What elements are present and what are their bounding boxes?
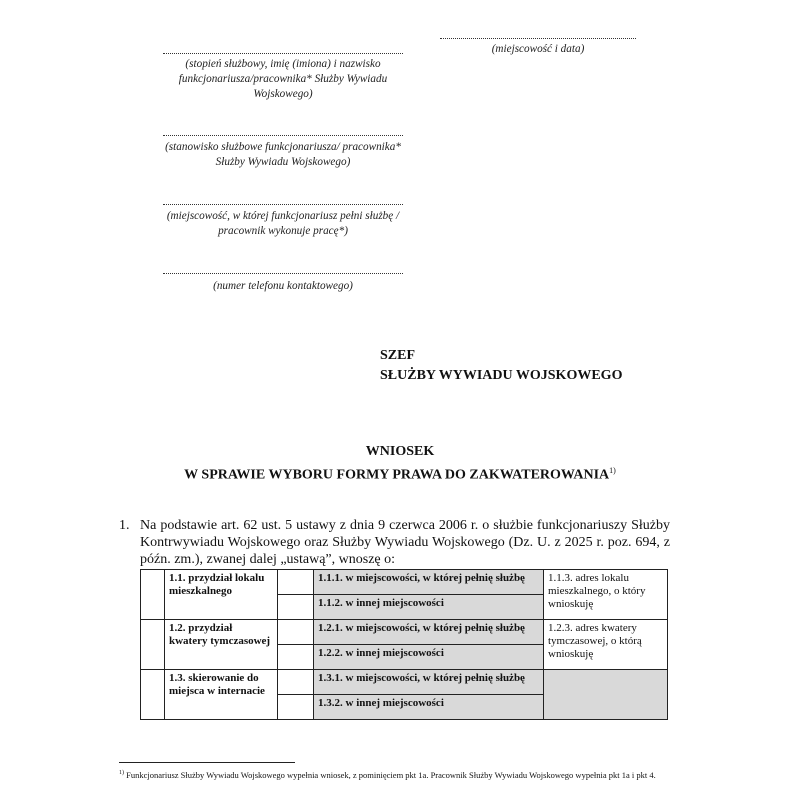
option-1-1-2: 1.1.2. w innej miejscowości bbox=[314, 595, 544, 620]
position-caption: (stanowisko służbowe funkcjonariusza/ pracownika* Służby Wywiadu Wojskowego) bbox=[165, 141, 401, 168]
options-table bbox=[140, 569, 668, 720]
checkbox-1-1-2[interactable] bbox=[278, 595, 314, 620]
option-1-2-1: 1.2.1. w miejscowości, w której pełnię służbę bbox=[314, 620, 544, 645]
addressee bbox=[380, 346, 622, 386]
option-label-1-1: 1.1. przydział lokalu mieszkalnego bbox=[165, 570, 278, 620]
phone-field[interactable] bbox=[163, 273, 403, 274]
title-line-2: W SPRAWIE WYBORU FORMY PRAWA DO ZAKWATEROWANIA$^{1)}$ bbox=[184, 466, 616, 483]
option-1-1-1: 1.1.1. w miejscowości, w której pełnię służbę bbox=[314, 570, 544, 595]
footnote-ref: 1) bbox=[609, 466, 616, 475]
checkbox-1-2[interactable] bbox=[141, 620, 165, 670]
option-1-2-2: 1.2.2. w innej miejscowości bbox=[314, 645, 544, 670]
phone-caption: (numer telefonu kontaktowego) bbox=[213, 280, 353, 292]
option-1-3-2: 1.3.2. w innej miejscowości bbox=[314, 695, 544, 720]
footnote-marker: 1) bbox=[119, 770, 124, 776]
checkbox-1-3-2[interactable] bbox=[278, 695, 314, 720]
rank-name-field[interactable] bbox=[163, 53, 403, 54]
option-label-1-3: 1.3. skierowanie do miejsca w internacie bbox=[165, 670, 278, 720]
duty-place-caption: (miejscowość, w której funkcjonariusz pełni służbę / pracownik wykonuje pracę*) bbox=[166, 210, 400, 237]
duty-place-field[interactable] bbox=[163, 204, 403, 205]
place-date-caption: (miejscowość i data) bbox=[491, 43, 585, 55]
paragraph-text: Na podstawie art. 62 ust. 5 ustawy z dnia 9 czerwca 2006 r. o służbie funkcjonariuszy Służby Kontrwywiadu Wojskowego oraz Służby Wywiadu Wojskowego (Dz. U. z 2025 r. poz. 694, z późn. zm.), zwanej dalej „ustawą”, wnoszę o: bbox=[140, 518, 670, 567]
addressee-line-2: SŁUŻBY WYWIADU WOJSKOWEGO bbox=[380, 368, 623, 383]
footnote-separator bbox=[119, 762, 295, 763]
option-label-1-2: 1.2. przydział kwatery tymczasowej bbox=[165, 620, 278, 670]
address-field-1-1-3[interactable]: 1.1.3. adres lokalu mieszkalnego, o który wnioskuję bbox=[544, 570, 668, 620]
checkbox-1-3[interactable] bbox=[141, 670, 165, 720]
paragraph-number: 1. bbox=[119, 518, 130, 533]
table-row bbox=[141, 620, 668, 645]
footnote bbox=[119, 768, 667, 781]
empty-address-cell bbox=[544, 670, 668, 720]
addressee-line-1: SZEF bbox=[380, 348, 416, 363]
checkbox-1-1-1[interactable] bbox=[278, 570, 314, 595]
option-1-3-1: 1.3.1. w miejscowości, w której pełnię służbę bbox=[314, 670, 544, 695]
place-date-field[interactable] bbox=[440, 38, 636, 39]
footnote-text: Funkcjonariusz Służby Wywiadu Wojskowego wypełnia wniosek, z pominięciem pkt 1a. Pracownik Służby Wywiadu Wojskowego wypełnia pkt 1a i pkt 4. bbox=[126, 769, 656, 780]
address-field-1-2-3[interactable]: 1.2.3. adres kwatery tymczasowej, o którą wnioskuję bbox=[544, 620, 668, 670]
rank-name-caption: (stopień służbowy, imię (imiona) i nazwisko funkcjonariusza/pracownika* Służby Wywiadu Wojskowego) bbox=[178, 58, 388, 100]
document-title bbox=[0, 442, 800, 485]
checkbox-1-3-1[interactable] bbox=[278, 670, 314, 695]
table-row bbox=[141, 670, 668, 695]
checkbox-1-2-1[interactable] bbox=[278, 620, 314, 645]
checkbox-1-1[interactable] bbox=[141, 570, 165, 620]
position-field[interactable] bbox=[163, 135, 403, 136]
checkbox-1-2-2[interactable] bbox=[278, 645, 314, 670]
table-row bbox=[141, 570, 668, 595]
title-line-1: WNIOSEK bbox=[365, 444, 435, 459]
